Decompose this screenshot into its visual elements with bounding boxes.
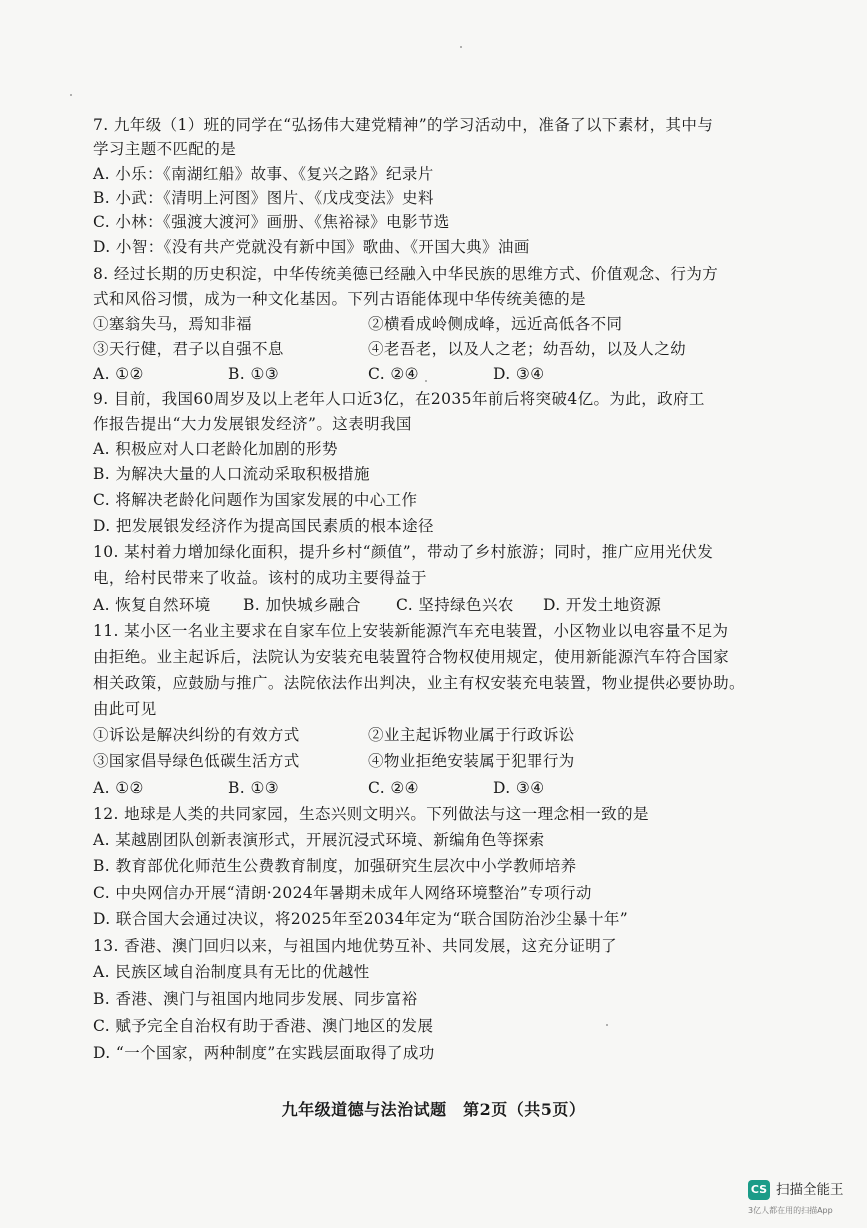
- watermark-brand: 扫描全能王: [776, 1182, 844, 1198]
- q8-choice-b: B. ①③: [228, 365, 280, 383]
- q7-option-d: D. 小智：《没有共产党就没有新中国》歌曲、《开国大典》油画: [93, 238, 530, 256]
- q9-stem-line1: 9. 目前，我国60周岁及以上老年人口近3亿，在2035年前后将突破4亿。为此，政府工: [93, 390, 705, 408]
- q7-option-c: C. 小林：《强渡大渡河》画册、《焦裕禄》电影节选: [93, 213, 450, 231]
- q13-option-c: C. 赋予完全自治权有助于香港、澳门地区的发展: [93, 1017, 434, 1035]
- q12-option-b: B. 教育部优化师范生公费教育制度，加强研究生层次中小学教师培养: [93, 857, 577, 875]
- q8-choice-a: A. ①②: [93, 365, 144, 383]
- q8-item-4: ④老吾老，以及人之老；幼吾幼，以及人之幼: [368, 340, 687, 358]
- q11-item-1: ①诉讼是解决纠纷的有效方式: [93, 726, 300, 744]
- q7-option-a: A. 小乐：《南湖红船》故事、《复兴之路》纪录片: [93, 165, 434, 183]
- q12-option-d: D. 联合国大会通过决议，将2025年至2034年定为“联合国防治沙尘暴十年”: [93, 910, 629, 928]
- q11-choice-c: C. ②④: [368, 779, 419, 797]
- q10-choice-c: C. 坚持绿色兴农: [396, 596, 514, 614]
- q11-stem-line3: 相关政策，应鼓励与推广。法院依法作出判决，业主有权安装充电装置，物业提供必要协助。: [93, 674, 745, 692]
- scan-speck: [425, 380, 427, 382]
- q7-stem-line1: 7. 九年级（1）班的同学在“弘扬伟大建党精神”的学习活动中，准备了以下素材，其中与: [93, 116, 714, 134]
- q12-stem-line1: 12. 地球是人类的共同家园，生态兴则文明兴。下列做法与这一理念相一致的是: [93, 805, 649, 823]
- q7-option-b: B. 小武：《清明上河图》图片、《戊戌变法》史料: [93, 189, 434, 207]
- page-footer: 九年级道德与法治试题 第2页（共5页）: [281, 1100, 586, 1119]
- q11-stem-line4: 由此可见: [93, 700, 157, 718]
- q8-item-1: ①塞翁失马，焉知非福: [93, 315, 253, 333]
- q11-item-4: ④物业拒绝安装属于犯罪行为: [368, 752, 575, 770]
- watermark-subtitle: 3亿人都在用的扫描App: [748, 1206, 833, 1215]
- q12-option-a: A. 某越剧团队创新表演形式，开展沉浸式环境、新编角色等探索: [93, 831, 545, 849]
- q11-choice-a: A. ①②: [93, 779, 144, 797]
- q10-choice-a: A. 恢复自然环境: [93, 596, 211, 614]
- q11-item-3: ③国家倡导绿色低碳生活方式: [93, 752, 300, 770]
- q8-item-3: ③天行健，君子以自强不息: [93, 340, 284, 358]
- q11-item-2: ②业主起诉物业属于行政诉讼: [368, 726, 575, 744]
- q11-stem-line2: 由拒绝。业主起诉后，法院认为安装充电装置符合物权使用规定，使用新能源汽车符合国家: [93, 648, 730, 666]
- q10-choice-d: D. 开发土地资源: [543, 596, 662, 614]
- q8-stem-line1: 8. 经过长期的历史积淀，中华传统美德已经融入中华民族的思维方式、价值观念、行为方: [93, 265, 719, 283]
- q11-choice-d: D. ③④: [493, 779, 545, 797]
- scan-speck: [70, 94, 72, 96]
- q10-stem-line2: 电，给村民带来了收益。该村的成功主要得益于: [93, 569, 427, 587]
- q10-choice-b: B. 加快城乡融合: [243, 596, 361, 614]
- q7-stem-line2: 学习主题不匹配的是: [93, 140, 237, 158]
- q9-stem-line2: 作报告提出“大力发展银发经济”。这表明我国: [93, 415, 412, 433]
- q13-option-a: A. 民族区域自治制度具有无比的优越性: [93, 963, 370, 981]
- q9-option-a: A. 积极应对人口老龄化加剧的形势: [93, 440, 338, 458]
- q10-stem-line1: 10. 某村着力增加绿化面积，提升乡村“颜值”，带动了乡村旅游；同时，推广应用光伏发: [93, 543, 714, 561]
- camscanner-logo-icon: CS: [748, 1180, 770, 1200]
- scan-speck: [606, 1024, 608, 1026]
- q11-stem-line1: 11. 某小区一名业主要求在自家车位上安装新能源汽车充电装置，小区物业以电容量不足为: [93, 622, 729, 640]
- q13-stem-line1: 13. 香港、澳门回归以来，与祖国内地优势互补、共同发展，这充分证明了: [93, 937, 618, 955]
- q13-option-b: B. 香港、澳门与祖国内地同步发展、同步富裕: [93, 990, 418, 1008]
- q9-option-d: D. 把发展银发经济作为提高国民素质的根本途径: [93, 517, 434, 535]
- q8-item-2: ②横看成岭侧成峰，远近高低各不同: [368, 315, 623, 333]
- scan-speck: [460, 46, 462, 48]
- q11-choice-b: B. ①③: [228, 779, 280, 797]
- q12-option-c: C. 中央网信办开展“清朗·2024年暑期未成年人网络环境整治”专项行动: [93, 884, 592, 902]
- q9-option-c: C. 将解决老龄化问题作为国家发展的中心工作: [93, 491, 418, 509]
- q13-option-d: D. “一个国家，两种制度”在实践层面取得了成功: [93, 1044, 435, 1062]
- q8-choice-c: C. ②④: [368, 365, 419, 383]
- q8-choice-d: D. ③④: [493, 365, 545, 383]
- q9-option-b: B. 为解决大量的人口流动采取积极措施: [93, 465, 370, 483]
- q8-stem-line2: 式和风俗习惯，成为一种文化基因。下列古语能体现中华传统美德的是: [93, 290, 586, 308]
